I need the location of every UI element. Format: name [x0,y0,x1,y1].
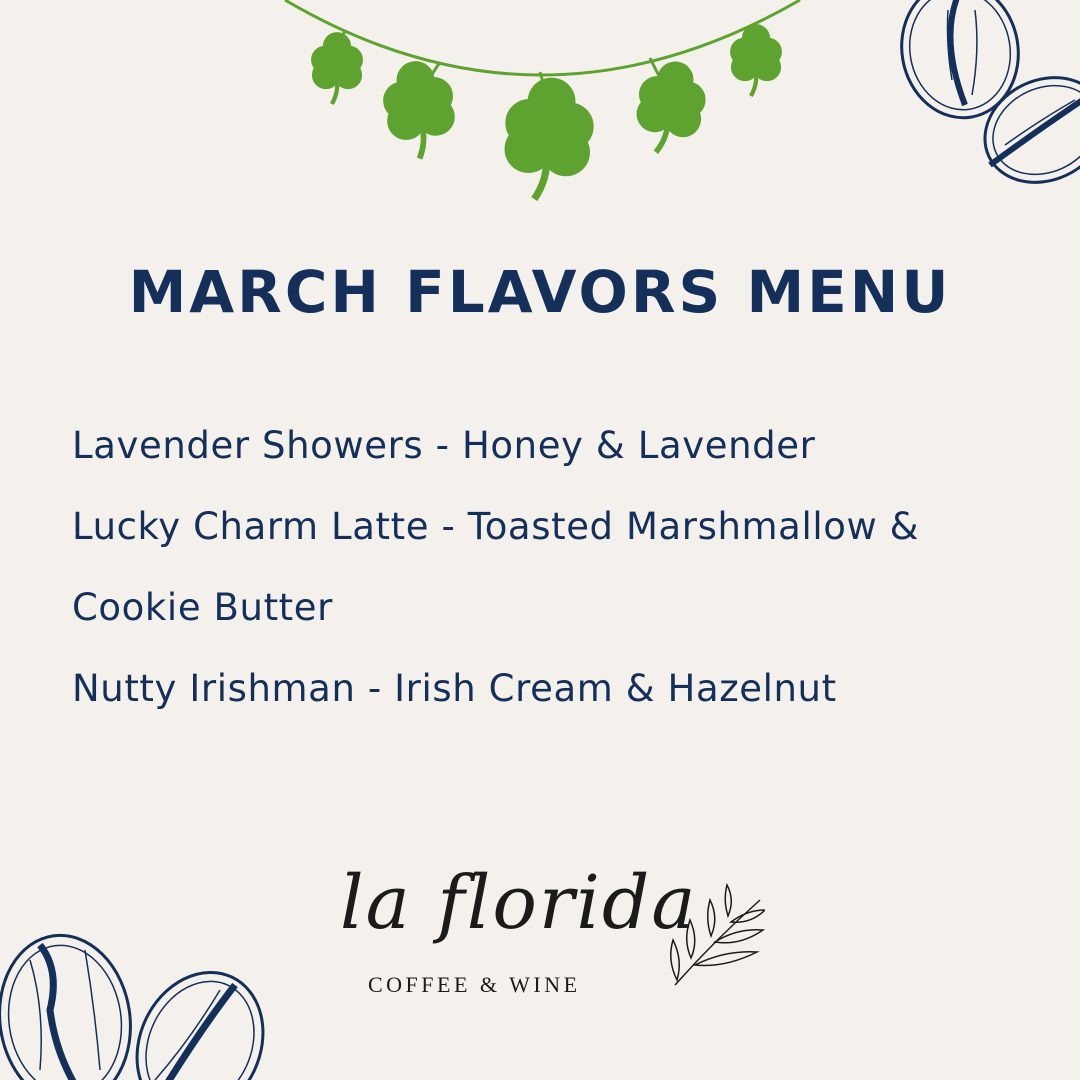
logo-name: la florida [340,860,698,946]
brand-logo [330,860,770,1010]
coffee-bean-icon [880,0,1080,200]
list-item: Lavender Showers - Honey & Lavender [72,424,816,467]
list-item: Lucky Charm Latte - Toasted Marshmallow & [72,505,920,548]
page-title: MARCH FLAVORS MENU [128,258,952,326]
list-item: Nutty Irishman - Irish Cream & Hazelnut [72,667,837,710]
coffee-bean-icon [0,920,280,1080]
flavor-menu-list [72,405,1062,729]
leaf-sprig-icon [665,880,765,990]
logo-tagline: COFFEE & WINE [368,972,581,997]
list-item: Cookie Butter [72,586,333,629]
